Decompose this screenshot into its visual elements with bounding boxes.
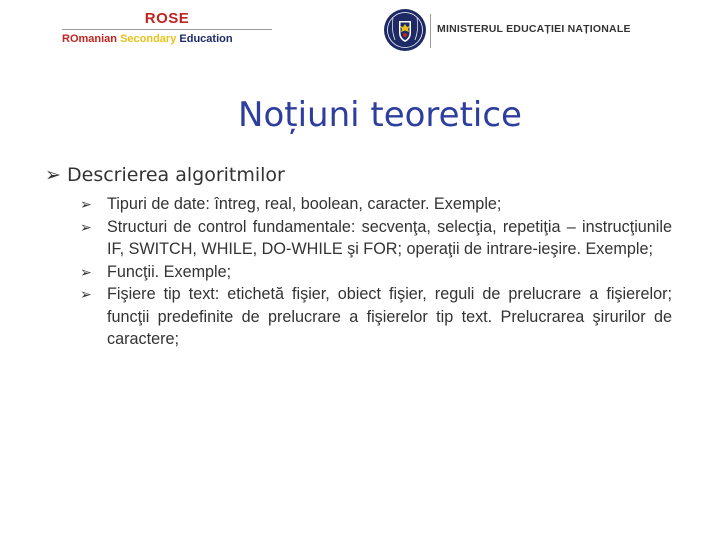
rose-logo-divider bbox=[62, 29, 272, 30]
level1-text: Descrierea algoritmilor bbox=[67, 164, 285, 186]
rose-logo-title: ROSE bbox=[144, 10, 190, 27]
list-item bbox=[80, 193, 672, 216]
romanian-crest-icon bbox=[383, 8, 427, 52]
rose-logo-subtitle bbox=[62, 32, 272, 46]
arrow-bullet-icon: ➢ bbox=[80, 286, 92, 302]
slide-title: Noțiuni teoretice bbox=[238, 95, 522, 135]
arrow-bullet-icon: ➢ bbox=[80, 196, 92, 212]
arrow-bullet-icon: ➢ bbox=[80, 218, 92, 235]
rose-logo bbox=[62, 10, 272, 50]
list-item bbox=[80, 283, 672, 351]
list-item-text: Structuri de control fundamentale: secvenţa, selecţia, repetiţia – instrucţiunile IF, SWITCH, WHILE, DO-WHILE şi FOR; operaţii de intrare-ieşire. Exemple; bbox=[107, 217, 672, 258]
header bbox=[0, 0, 720, 70]
list-item bbox=[80, 216, 672, 261]
list-item bbox=[80, 261, 672, 284]
list-item-text: Funcţii. Exemple; bbox=[107, 262, 232, 281]
list-item-text: Tipuri de date: întreg, real, boolean, caracter. Exemple; bbox=[107, 195, 502, 213]
ministry-divider bbox=[430, 14, 431, 48]
rose-logo-word-education: Education bbox=[179, 33, 233, 45]
bullet-list bbox=[80, 193, 672, 351]
arrow-bullet-icon: ➢ bbox=[45, 164, 61, 186]
ministry-name: MINISTERUL EDUCAȚIEI NAȚIONALE bbox=[437, 23, 631, 35]
rose-logo-word-secondary: Secondary bbox=[120, 33, 177, 45]
list-item-text: Fişiere tip text: etichetă fişier, obiect fişier, reguli de prelucrare a fişierelor; funcţii predefinite de prelucrare a fişierelor tip text. Prelucrarea şirurilor de caractere; bbox=[107, 285, 672, 348]
rose-logo-word-romanian: ROmanian bbox=[62, 33, 118, 45]
arrow-bullet-icon: ➢ bbox=[80, 263, 92, 280]
level1-item bbox=[45, 162, 285, 188]
